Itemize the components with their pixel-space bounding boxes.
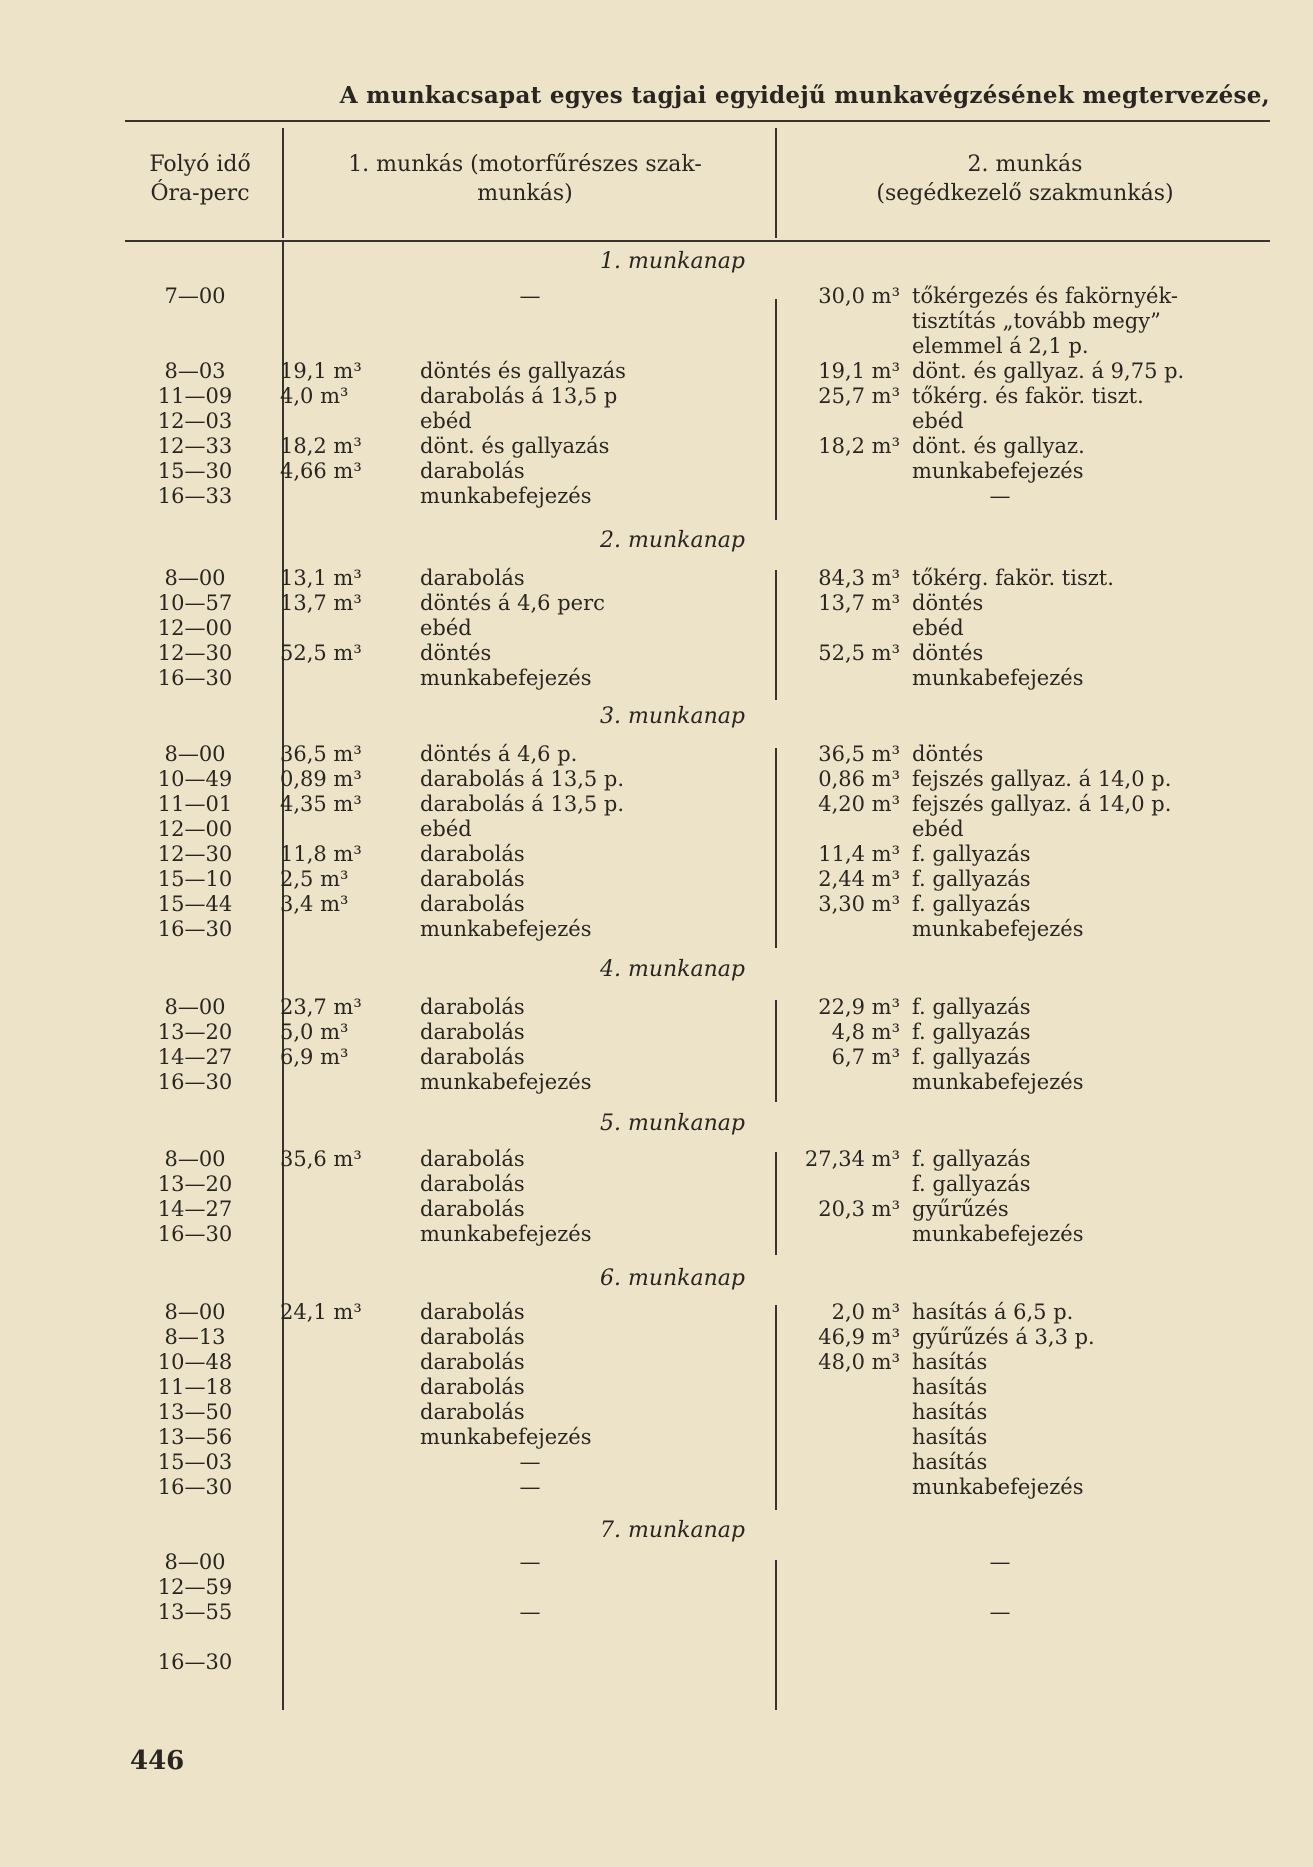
worker2-quantity: 48,0 m³ <box>818 1350 900 1374</box>
worker1-activity: döntés á 4,6 perc <box>420 591 605 615</box>
schedule-row <box>0 409 1313 434</box>
worker1-quantity: 18,2 m³ <box>280 434 362 458</box>
worker2-activity: f. gallyazás <box>912 842 1031 866</box>
time-cell: 8—00 <box>164 995 226 1019</box>
time-cell: 8—13 <box>164 1325 226 1349</box>
worker2-quantity: 46,9 m³ <box>818 1325 900 1349</box>
worker2-quantity: 36,5 m³ <box>818 742 900 766</box>
worker2-quantity: 6,7 m³ <box>831 1045 900 1069</box>
worker1-activity: döntés <box>420 641 492 665</box>
worker1-quantity: 13,7 m³ <box>280 591 362 615</box>
schedule-row <box>0 1300 1313 1325</box>
schedule-row <box>0 892 1313 917</box>
day-label: 1. munkanap <box>600 249 745 274</box>
worker1-activity: munkabefejezés <box>420 1070 592 1094</box>
worker2-quantity: 0,86 m³ <box>818 767 900 791</box>
time-cell: 12—30 <box>157 641 233 665</box>
time-cell: 15—03 <box>157 1450 233 1474</box>
schedule-row <box>0 1350 1313 1375</box>
worker1-activity: — <box>519 284 541 308</box>
worker1-activity: munkabefejezés <box>420 1222 592 1246</box>
schedule-row <box>0 817 1313 842</box>
worker2-activity: munkabefejezés <box>912 917 1084 941</box>
worker1-activity: darabolás <box>420 1350 525 1374</box>
worker1-quantity: 52,5 m³ <box>280 641 362 665</box>
schedule-row <box>0 867 1313 892</box>
worker2-quantity: 11,4 m³ <box>818 842 900 866</box>
worker2-quantity: 4,8 m³ <box>831 1020 900 1044</box>
worker2-activity: f. gallyazás <box>912 892 1031 916</box>
worker2-activity: hasítás <box>912 1425 988 1449</box>
time-cell: 7—00 <box>164 284 226 308</box>
schedule-row <box>0 1625 1313 1650</box>
day-label: 5. munkanap <box>600 1111 745 1136</box>
time-cell: 13—55 <box>157 1600 233 1624</box>
worker1-activity: darabolás <box>420 1147 525 1171</box>
worker2-quantity: 2,44 m³ <box>818 867 900 891</box>
worker2-activity: gyűrűzés á 3,3 p. <box>912 1325 1095 1349</box>
time-cell: 8—00 <box>164 1147 226 1171</box>
worker1-activity: darabolás á 13,5 p. <box>420 792 625 816</box>
time-cell: 13—50 <box>157 1400 233 1424</box>
worker1-activity: munkabefejezés <box>420 666 592 690</box>
worker2-quantity: 27,34 m³ <box>804 1147 900 1171</box>
worker1-quantity: 4,66 m³ <box>280 459 362 483</box>
worker1-quantity: 23,7 m³ <box>280 995 362 1019</box>
worker1-activity: darabolás <box>420 995 525 1019</box>
worker2-quantity: 22,9 m³ <box>818 995 900 1019</box>
worker1-activity: darabolás á 13,5 p. <box>420 767 625 791</box>
worker2-activity: hasítás <box>912 1450 988 1474</box>
worker2-activity: munkabefejezés <box>912 1070 1084 1094</box>
worker1-quantity: 13,1 m³ <box>280 566 362 590</box>
worker2-activity: f. gallyazás <box>912 867 1031 891</box>
worker1-activity: darabolás <box>420 842 525 866</box>
worker2-activity: munkabefejezés <box>912 1475 1084 1499</box>
worker2-quantity: 13,7 m³ <box>818 591 900 615</box>
worker1-quantity: 2,5 m³ <box>280 867 349 891</box>
worker2-quantity: 20,3 m³ <box>818 1197 900 1221</box>
time-cell: 15—10 <box>157 867 233 891</box>
day-label: 7. munkanap <box>600 1518 745 1543</box>
worker1-activity: darabolás <box>420 1300 525 1324</box>
schedule-row <box>0 1400 1313 1425</box>
worker2-activity: fejszés gallyaz. á 14,0 p. <box>912 792 1172 816</box>
worker1-activity: darabolás <box>420 1197 525 1221</box>
schedule-row <box>0 1325 1313 1350</box>
schedule-row <box>0 284 1313 309</box>
worker2-activity: f. gallyazás <box>912 1147 1031 1171</box>
time-cell: 13—56 <box>157 1425 233 1449</box>
worker2-activity: ebéd <box>912 616 964 640</box>
worker1-activity: darabolás <box>420 892 525 916</box>
worker2-quantity: 18,2 m³ <box>818 434 900 458</box>
worker1-activity: ebéd <box>420 616 472 640</box>
day-label: 3. munkanap <box>600 704 745 729</box>
schedule-row <box>0 842 1313 867</box>
worker2-quantity: 30,0 m³ <box>818 284 900 308</box>
header-bottom-rule <box>125 240 1270 242</box>
worker2-activity: tőkérg. és fakör. tiszt. <box>912 384 1144 408</box>
worker2-activity: ebéd <box>912 409 964 433</box>
worker1-header-line2: munkás) <box>477 181 573 206</box>
worker1-activity: ebéd <box>420 409 472 433</box>
worker1-quantity: 4,35 m³ <box>280 792 362 816</box>
schedule-row <box>0 566 1313 591</box>
worker1-quantity: 36,5 m³ <box>280 742 362 766</box>
schedule-row <box>0 995 1313 1020</box>
time-cell: 10—48 <box>157 1350 233 1374</box>
worker2-activity: elemmel á 2,1 p. <box>912 334 1089 358</box>
worker2-activity: hasítás á 6,5 p. <box>912 1300 1074 1324</box>
schedule-row <box>0 1147 1313 1172</box>
worker2-header-line1: 2. munkás <box>967 152 1083 177</box>
worker2-activity: munkabefejezés <box>912 666 1084 690</box>
schedule-row <box>0 742 1313 767</box>
time-cell: 15—30 <box>157 459 233 483</box>
schedule-row <box>0 1650 1313 1675</box>
worker2-quantity: 52,5 m³ <box>818 641 900 665</box>
worker2-activity: f. gallyazás <box>912 1020 1031 1044</box>
page-title: A munkacsapat egyes tagjai egyidejű munkavégzésének megtervezése, <box>339 82 1270 109</box>
worker1-activity: darabolás <box>420 1172 525 1196</box>
schedule-row <box>0 767 1313 792</box>
worker1-activity: darabolás <box>420 867 525 891</box>
worker1-quantity: 24,1 m³ <box>280 1300 362 1324</box>
worker1-activity: munkabefejezés <box>420 917 592 941</box>
worker2-activity: döntés <box>912 641 984 665</box>
time-cell: 14—27 <box>157 1197 233 1221</box>
time-column-header <box>125 150 275 208</box>
day-label: 4. munkanap <box>600 957 745 982</box>
time-cell: 16—30 <box>157 1475 233 1499</box>
worker1-activity: munkabefejezés <box>420 484 592 508</box>
worker2-activity: döntés <box>912 742 984 766</box>
schedule-row <box>0 1375 1313 1400</box>
page-number: 446 <box>130 1746 185 1776</box>
worker1-activity: munkabefejezés <box>420 1425 592 1449</box>
worker1-column-header <box>290 150 760 208</box>
schedule-row <box>0 917 1313 942</box>
time-cell: 15—44 <box>157 892 233 916</box>
worker1-activity: darabolás <box>420 1400 525 1424</box>
worker2-column-header <box>780 150 1270 208</box>
worker1-activity: darabolás <box>420 1045 525 1069</box>
schedule-row <box>0 641 1313 666</box>
schedule-row <box>0 1425 1313 1450</box>
worker1-quantity: 6,9 m³ <box>280 1045 349 1069</box>
schedule-row <box>0 309 1313 334</box>
time-cell: 16—30 <box>157 917 233 941</box>
worker2-activity: hasítás <box>912 1375 988 1399</box>
schedule-row <box>0 1575 1313 1600</box>
worker2-quantity: 25,7 m³ <box>818 384 900 408</box>
schedule-row <box>0 384 1313 409</box>
schedule-row <box>0 1020 1313 1045</box>
worker2-activity: munkabefejezés <box>912 1222 1084 1246</box>
schedule-row <box>0 334 1313 359</box>
worker1-quantity: 19,1 m³ <box>280 359 362 383</box>
schedule-row <box>0 1550 1313 1575</box>
time-cell: 12—00 <box>157 616 233 640</box>
worker1-quantity: 0,89 m³ <box>280 767 362 791</box>
worker2-activity: — <box>989 1600 1011 1624</box>
time-cell: 10—57 <box>157 591 233 615</box>
time-cell: 13—20 <box>157 1020 233 1044</box>
time-cell: 16—30 <box>157 1070 233 1094</box>
schedule-row <box>0 1222 1313 1247</box>
time-header-line2: Óra-perc <box>150 181 250 206</box>
schedule-row <box>0 792 1313 817</box>
worker1-activity: darabolás <box>420 1020 525 1044</box>
worker1-activity: — <box>519 1550 541 1574</box>
schedule-row <box>0 1197 1313 1222</box>
worker2-activity: fejszés gallyaz. á 14,0 p. <box>912 767 1172 791</box>
worker1-quantity: 3,4 m³ <box>280 892 349 916</box>
time-cell: 12—33 <box>157 434 233 458</box>
worker2-activity: gyűrűzés <box>912 1197 1009 1221</box>
schedule-row <box>0 1450 1313 1475</box>
time-cell: 12—00 <box>157 817 233 841</box>
time-cell: 8—00 <box>164 742 226 766</box>
time-cell: 16—30 <box>157 1222 233 1246</box>
time-cell: 12—03 <box>157 409 233 433</box>
worker1-activity: — <box>519 1475 541 1499</box>
time-cell: 8—03 <box>164 359 226 383</box>
schedule-row <box>0 1070 1313 1095</box>
worker1-activity: darabolás <box>420 1375 525 1399</box>
worker1-quantity: 4,0 m³ <box>280 384 349 408</box>
header-divider-2 <box>775 128 777 238</box>
worker1-header-line1: 1. munkás (motorfűrészes szak- <box>348 152 702 177</box>
worker2-quantity: 3,30 m³ <box>818 892 900 916</box>
worker2-activity: tőkérgezés és fakörnyék- <box>912 284 1178 308</box>
worker2-activity: hasítás <box>912 1400 988 1424</box>
worker2-header-line2: (segédkezelő szakmunkás) <box>876 181 1174 206</box>
time-cell: 12—30 <box>157 842 233 866</box>
worker1-activity: darabolás á 13,5 p <box>420 384 618 408</box>
schedule-row <box>0 434 1313 459</box>
worker1-quantity: 11,8 m³ <box>280 842 362 866</box>
worker2-activity: döntés <box>912 591 984 615</box>
time-cell: 16—33 <box>157 484 233 508</box>
day-label: 6. munkanap <box>600 1266 745 1291</box>
day-label: 2. munkanap <box>600 528 745 553</box>
time-cell: 8—00 <box>164 1300 226 1324</box>
time-cell: 10—49 <box>157 767 233 791</box>
schedule-row <box>0 1172 1313 1197</box>
worker1-quantity: 35,6 m³ <box>280 1147 362 1171</box>
time-cell: 16—30 <box>157 666 233 690</box>
schedule-row <box>0 591 1313 616</box>
schedule-row <box>0 1045 1313 1070</box>
schedule-row <box>0 616 1313 641</box>
worker2-activity: — <box>989 1550 1011 1574</box>
worker2-activity: tőkérg. fakör. tiszt. <box>912 566 1114 590</box>
worker2-quantity: 19,1 m³ <box>818 359 900 383</box>
worker1-activity: döntés á 4,6 p. <box>420 742 578 766</box>
worker1-quantity: 5,0 m³ <box>280 1020 349 1044</box>
time-cell: 8—00 <box>164 1550 226 1574</box>
worker1-activity: döntés és gallyazás <box>420 359 626 383</box>
time-cell: 12—59 <box>157 1575 233 1599</box>
schedule-row <box>0 1475 1313 1500</box>
worker2-quantity: 84,3 m³ <box>818 566 900 590</box>
worker1-activity: — <box>519 1600 541 1624</box>
schedule-row <box>0 459 1313 484</box>
time-cell: 16—30 <box>157 1650 233 1674</box>
worker2-quantity: 4,20 m³ <box>818 792 900 816</box>
worker2-activity: f. gallyazás <box>912 995 1031 1019</box>
time-cell: 8—00 <box>164 566 226 590</box>
header-top-rule <box>125 120 1270 122</box>
worker2-activity: ebéd <box>912 817 964 841</box>
worker2-activity: dönt. és gallyaz. <box>912 434 1085 458</box>
worker1-activity: ebéd <box>420 817 472 841</box>
schedule-row <box>0 484 1313 509</box>
worker2-quantity: 2,0 m³ <box>831 1300 900 1324</box>
worker2-activity: munkabefejezés <box>912 459 1084 483</box>
worker1-activity: darabolás <box>420 1325 525 1349</box>
time-cell: 13—20 <box>157 1172 233 1196</box>
worker2-activity: tisztítás „tovább megy” <box>912 309 1161 333</box>
worker1-activity: darabolás <box>420 459 525 483</box>
worker2-activity: f. gallyazás <box>912 1045 1031 1069</box>
schedule-row <box>0 359 1313 384</box>
worker2-activity: dönt. és gallyaz. á 9,75 p. <box>912 359 1185 383</box>
worker2-activity: hasítás <box>912 1350 988 1374</box>
header-divider-1 <box>282 128 284 238</box>
worker1-activity: darabolás <box>420 566 525 590</box>
time-header-line1: Folyó idő <box>149 152 251 177</box>
worker2-activity: — <box>989 484 1011 508</box>
time-cell: 11—01 <box>157 792 233 816</box>
worker1-activity: — <box>519 1450 541 1474</box>
time-cell: 11—18 <box>157 1375 233 1399</box>
worker2-activity: f. gallyazás <box>912 1172 1031 1196</box>
time-cell: 11—09 <box>157 384 233 408</box>
schedule-row <box>0 666 1313 691</box>
time-cell: 14—27 <box>157 1045 233 1069</box>
schedule-row <box>0 1600 1313 1625</box>
worker1-activity: dönt. és gallyazás <box>420 434 610 458</box>
